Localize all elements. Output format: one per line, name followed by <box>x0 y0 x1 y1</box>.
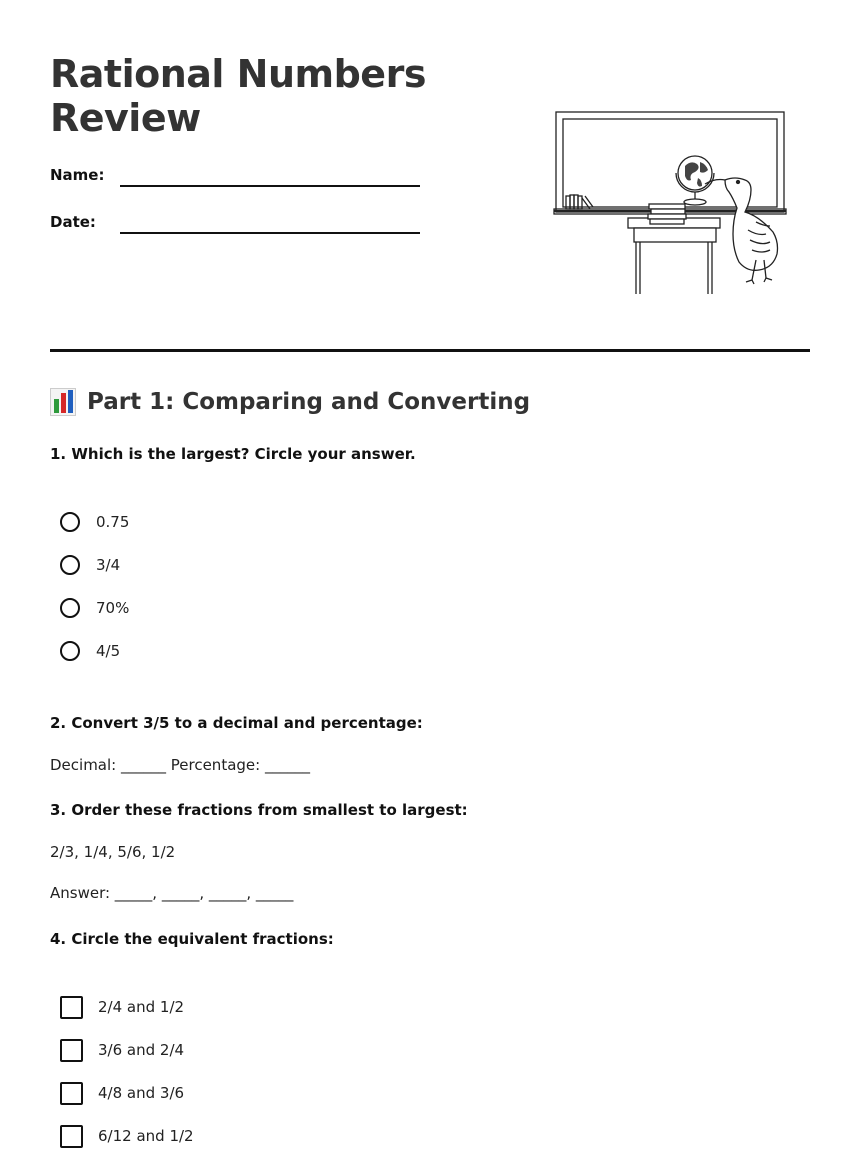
date-label: Date: <box>50 213 96 231</box>
checkbox[interactable] <box>60 1125 83 1148</box>
q1-option-label: 4/5 <box>96 642 121 660</box>
q1-prompt: 1. Which is the largest? Circle your answer. <box>50 445 416 463</box>
date-line[interactable] <box>120 232 420 234</box>
classroom-illustration <box>552 110 792 296</box>
q4-option-label: 2/4 and 1/2 <box>98 998 185 1016</box>
part1-title: Part 1: Comparing and Converting <box>87 389 531 415</box>
q1-option-label: 0.75 <box>96 513 130 531</box>
q4-option-label: 4/8 and 3/6 <box>98 1084 185 1102</box>
checkbox[interactable] <box>60 1039 83 1062</box>
name-label: Name: <box>50 166 105 184</box>
checkbox[interactable] <box>60 996 83 1019</box>
q4-prompt: 4. Circle the equivalent fractions: <box>50 930 334 948</box>
q2-answer-line[interactable]: Decimal: ______ Percentage: ______ <box>50 756 310 774</box>
date-field[interactable] <box>50 213 420 237</box>
book-stack-icon <box>648 204 686 224</box>
name-field[interactable] <box>50 166 420 190</box>
radio-circle[interactable] <box>60 598 80 618</box>
q3-prompt: 3. Order these fractions from smallest to largest: <box>50 801 468 819</box>
q4-option[interactable] <box>60 1037 184 1063</box>
header-divider <box>50 349 810 352</box>
q4-option[interactable] <box>60 1123 194 1149</box>
q3-fractions: 2/3, 1/4, 5/6, 1/2 <box>50 843 176 861</box>
q1-option[interactable] <box>60 638 120 664</box>
q1-option[interactable] <box>60 509 129 535</box>
checkbox[interactable] <box>60 1082 83 1105</box>
q1-option[interactable] <box>60 595 129 621</box>
name-line[interactable] <box>120 185 420 187</box>
radio-circle[interactable] <box>60 641 80 661</box>
globe-icon <box>676 156 714 205</box>
q4-option-label: 3/6 and 2/4 <box>98 1041 185 1059</box>
title-line-1: Rational Numbers <box>50 52 426 96</box>
desk-icon <box>628 218 720 294</box>
radio-circle[interactable] <box>60 555 80 575</box>
q4-option[interactable] <box>60 994 184 1020</box>
q1-option-label: 3/4 <box>96 556 121 574</box>
q3-answer-line[interactable]: Answer: _____, _____, _____, _____ <box>50 884 294 902</box>
title-line-2: Review <box>50 96 201 140</box>
bar-chart-icon <box>50 388 76 416</box>
q1-option-label: 70% <box>96 599 130 617</box>
q4-option[interactable] <box>60 1080 184 1106</box>
q4-option-label: 6/12 and 1/2 <box>98 1127 194 1145</box>
radio-circle[interactable] <box>60 512 80 532</box>
q1-option[interactable] <box>60 552 120 578</box>
worksheet-title <box>50 52 470 140</box>
q2-prompt: 2. Convert 3/5 to a decimal and percentage: <box>50 714 423 732</box>
part1-heading <box>50 388 530 416</box>
